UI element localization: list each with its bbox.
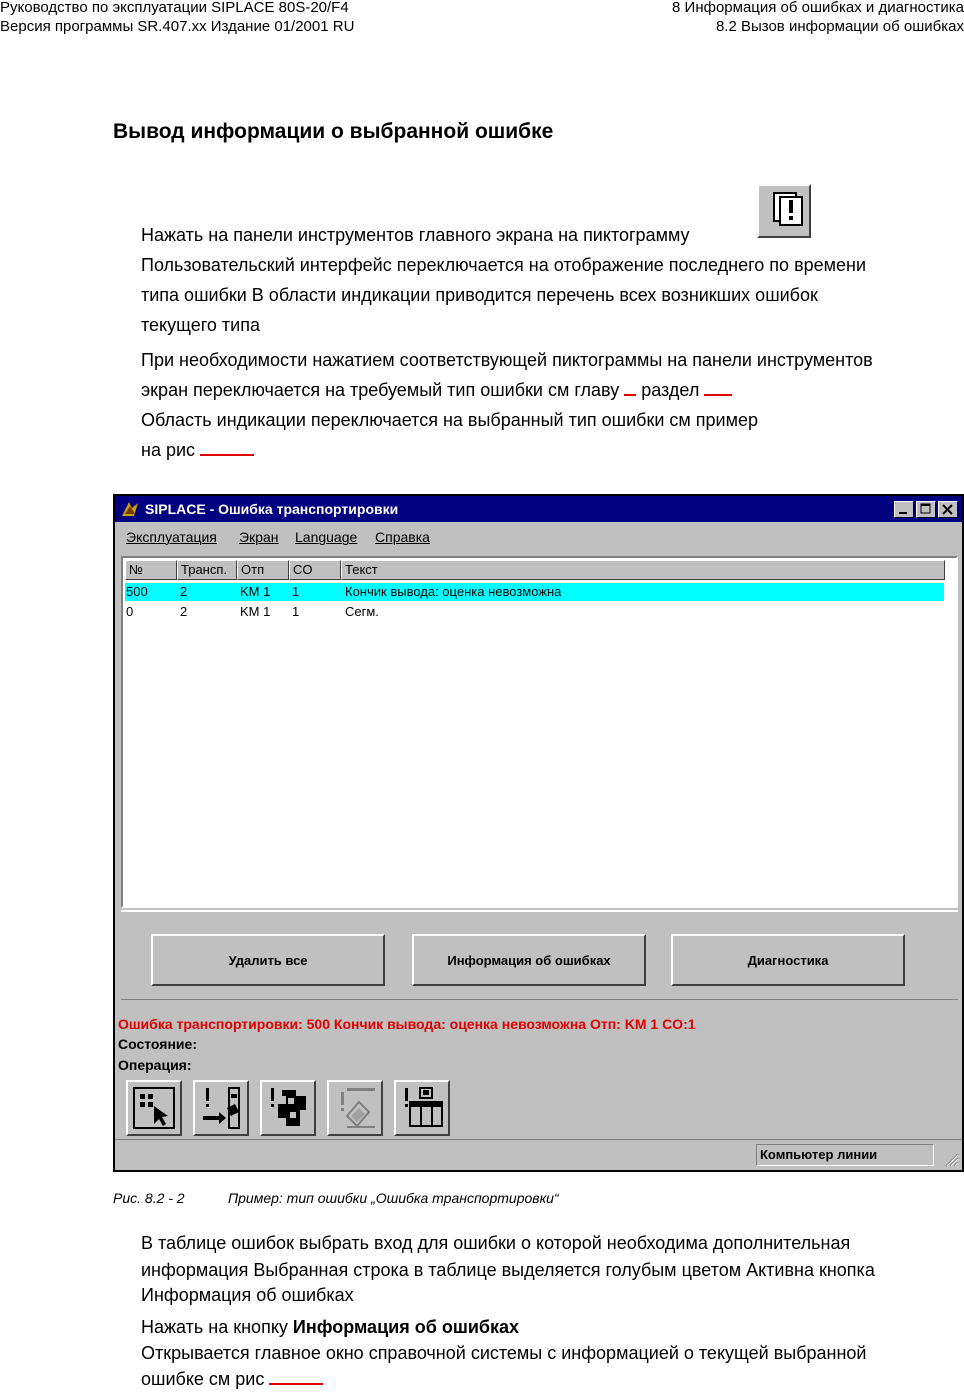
intro-line8 xyxy=(141,435,254,465)
section-title: Вывод информации о выбранной ошибке xyxy=(113,120,554,143)
cell-transp: 2 xyxy=(180,584,188,599)
status-state-line: Состояние: xyxy=(118,1036,197,1052)
col-header-no[interactable]: № xyxy=(125,560,177,580)
delete-all-button[interactable]: Удалить все xyxy=(151,934,385,986)
menu-bar xyxy=(115,524,962,548)
col-header-transp[interactable]: Трансп. xyxy=(177,560,237,580)
grid-cursor-icon xyxy=(132,1086,176,1130)
figure-caption-text: Пример: тип ошибки „Ошибка транспортировки“ xyxy=(228,1190,559,1206)
status-error-line: Ошибка транспортировки: 500 Кончик вывода: оценка невозможна Отп: KM 1 CO:1 xyxy=(118,1016,696,1032)
intro-line8-text: на рис xyxy=(141,440,201,460)
outro-line4-bold: Информация об ошибках xyxy=(292,1317,520,1337)
outro-line1: В таблице ошибок выбрать вход для ошибки о которой необходима дополнительная xyxy=(141,1233,851,1253)
cell-no: 0 xyxy=(126,604,134,619)
menu-help[interactable]: Справка xyxy=(375,529,430,545)
maximize-button[interactable] xyxy=(916,501,936,518)
window-title: SIPLACE - Ошибка транспортировки xyxy=(145,501,399,517)
transport-error-icon xyxy=(199,1086,243,1130)
menu-screen[interactable]: Экран xyxy=(239,529,279,545)
intro-line5: При необходимости нажатием соответствующей пиктограммы на панели инструментов xyxy=(141,350,873,370)
diagnostics-button[interactable]: Диагностика xyxy=(671,934,905,986)
cell-no: 500 xyxy=(126,584,148,599)
minimize-icon xyxy=(895,502,913,517)
toolbar-component-error-button[interactable] xyxy=(260,1080,316,1136)
error-info-toolbar-icon xyxy=(757,184,811,238)
status-operation-line: Операция: xyxy=(118,1057,192,1073)
close-button[interactable] xyxy=(938,501,958,518)
vision-error-icon xyxy=(333,1086,377,1130)
header-left-line1: Руководство по эксплуатации SIPLACE 80S-20/F4 xyxy=(0,0,349,16)
statusbar-line-computer: Компьютер линии xyxy=(756,1144,934,1166)
outro-line3: Информация об ошибках xyxy=(141,1285,354,1305)
maximize-icon xyxy=(917,502,935,517)
window-titlebar[interactable] xyxy=(115,496,962,522)
outro-line6-text: ошибке см рис xyxy=(141,1369,270,1389)
minimize-button[interactable] xyxy=(894,501,914,518)
figure-number: Рис. 8.2 - 2 xyxy=(113,1190,185,1206)
cell-co: 1 xyxy=(292,584,300,599)
status-bar xyxy=(115,1139,962,1170)
siplace-window xyxy=(113,494,964,1172)
chapter-ref-placeholder[interactable] xyxy=(624,380,636,396)
outro-line5: Открывается главное окно справочной системы с информацией о текущей выбранной xyxy=(141,1343,867,1363)
table-row[interactable] xyxy=(125,603,944,621)
col-header-co[interactable]: CO xyxy=(289,560,341,580)
cell-co: 1 xyxy=(292,604,300,619)
error-info-button[interactable]: Информация об ошибках xyxy=(412,934,646,986)
menu-operation[interactable]: Эксплуатация xyxy=(126,529,217,545)
cell-text: Сегм. xyxy=(345,604,379,619)
intro-line7: Область индикации переключается на выбранный тип ошибки см пример xyxy=(141,410,758,430)
cell-text: Кончик вывода: оценка невозможна xyxy=(345,584,562,599)
intro-line3: типа ошибки В области индикации приводится перечень всех возникших ошибок xyxy=(141,285,818,305)
intro-line6a: экран переключается на требуемый тип ошибки см главу xyxy=(141,380,625,400)
toolbar-machine-error-button[interactable] xyxy=(394,1080,450,1136)
intro-line1: Нажать на панели инструментов главного экрана на пиктограмму xyxy=(141,225,690,245)
component-error-icon xyxy=(266,1086,310,1130)
toolbar-select-button[interactable] xyxy=(126,1080,182,1136)
header-right-line1: 8 Информация об ошибках и диагностика xyxy=(672,0,964,16)
cell-otp: KM 1 xyxy=(240,604,271,619)
outro-line2: информация Выбранная строка в таблице выделяется голубым цветом Активна кнопка xyxy=(141,1260,875,1280)
section-ref-placeholder[interactable] xyxy=(704,380,732,396)
figure-ref-placeholder[interactable] xyxy=(200,440,254,456)
error-table xyxy=(121,556,958,908)
table-row-selected[interactable] xyxy=(125,583,944,601)
outro-line4-prefix: Нажать на кнопку xyxy=(141,1317,293,1337)
intro-line6b: раздел xyxy=(636,380,705,400)
header-right-line2: 8.2 Вызов информации об ошибках xyxy=(715,18,964,35)
header-left-line2: Версия программы SR.407.xx Издание 01/2001 RU xyxy=(0,18,355,35)
resize-grip-icon[interactable] xyxy=(941,1149,959,1167)
intro-line6 xyxy=(141,375,732,405)
siplace-app-icon xyxy=(120,500,140,518)
machine-error-icon xyxy=(400,1086,444,1130)
cell-otp: KM 1 xyxy=(240,584,271,599)
toolbar-transport-error-button[interactable] xyxy=(193,1080,249,1136)
col-header-text[interactable]: Текст xyxy=(341,560,945,580)
cell-transp: 2 xyxy=(180,604,188,619)
action-button-panel xyxy=(121,910,958,1000)
menu-language[interactable]: Language xyxy=(295,529,358,545)
figure-ref-placeholder-2[interactable] xyxy=(269,1369,323,1385)
toolbar-vision-error-button-disabled[interactable] xyxy=(327,1080,383,1136)
intro-line4: текущего типа xyxy=(141,315,260,335)
col-header-otp[interactable]: Отп xyxy=(237,560,289,580)
close-icon xyxy=(939,502,957,517)
intro-line2: Пользовательский интерфейс переключается на отображение последнего по времени xyxy=(141,255,867,275)
